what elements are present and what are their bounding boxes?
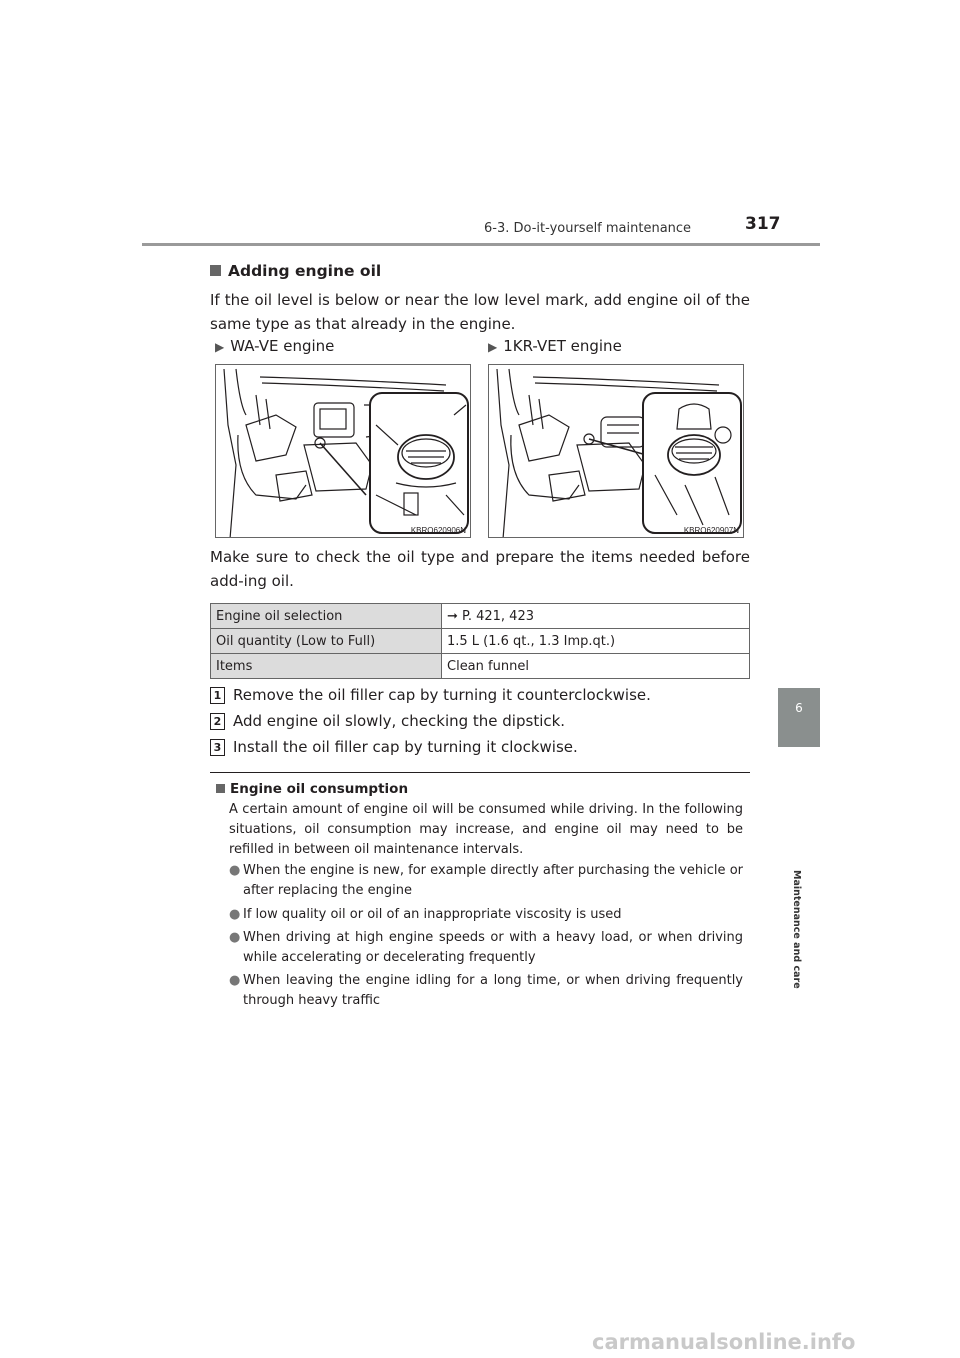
figure-code: KBRO620907N <box>683 526 739 535</box>
table-key: Oil quantity (Low to Full) <box>211 629 442 654</box>
step-text: Install the oil filler cap by turning it clockwise. <box>233 738 578 756</box>
step-text: Remove the oil filler cap by turning it counterclockwise. <box>233 686 651 704</box>
list-item <box>229 861 743 901</box>
watermark: carmanualsonline.info <box>592 1330 856 1354</box>
page-number: 317 <box>745 214 781 234</box>
triangle-right-icon: ▶ <box>488 340 498 354</box>
table-key: Engine oil selection <box>211 604 442 629</box>
engine-bay-illustration <box>216 365 471 538</box>
chapter-tab: 6 <box>778 688 820 747</box>
note-paragraph: A certain amount of engine oil will be consumed while driving. In the following situations, oil consumption may increase, and engine oil may need to be refilled in between oil maintenance intervals. <box>229 802 743 857</box>
header-section-title: 6-3. Do-it-yourself maintenance <box>484 221 692 236</box>
intro-paragraph: If the oil level is below or near the low level mark, add engine oil of the same type as that already in the engine. <box>210 291 750 333</box>
list-item-text: When leaving the engine idling for a long time, or when driving frequently through heavy traffic <box>243 973 743 1008</box>
check-paragraph: Make sure to check the oil type and prepare the items needed before add-ing oil. <box>210 548 750 590</box>
step-text: Add engine oil slowly, checking the dipstick. <box>233 712 566 730</box>
step-2 <box>210 712 565 730</box>
list-item-text: If low quality oil or oil of an inappropriate viscosity is used <box>243 907 622 922</box>
oil-spec-table <box>210 603 750 679</box>
step-3 <box>210 738 578 756</box>
table-row <box>211 654 750 679</box>
engine-bay-illustration <box>489 365 744 538</box>
bullet-dot-icon: ● <box>229 973 241 988</box>
bullet-dot-icon: ● <box>229 863 241 878</box>
table-value: 1.5 L (1.6 qt., 1.3 Imp.qt.) <box>442 629 750 654</box>
list-item <box>229 971 743 1011</box>
step-number: 1 <box>210 687 225 704</box>
square-bullet-icon <box>216 784 225 793</box>
chapter-side-label <box>790 870 804 989</box>
list-item <box>229 928 743 968</box>
triangle-right-icon: ▶ <box>215 340 225 354</box>
note-divider <box>210 772 750 773</box>
chapter-title: Maintenance and care <box>791 870 802 989</box>
table-value: ➞ P. 421, 423 <box>442 604 750 629</box>
note-heading-text: Engine oil consumption <box>230 781 409 797</box>
note-heading <box>216 781 408 797</box>
list-item-text: When the engine is new, for example directly after purchasing the vehicle or after replacing the engine <box>243 863 743 898</box>
table-row <box>211 629 750 654</box>
header-divider <box>142 243 820 246</box>
step-number: 2 <box>210 713 225 730</box>
engine-figure-wa-ve <box>215 364 471 538</box>
step-1 <box>210 686 651 704</box>
engine-label-1 <box>215 337 334 355</box>
engine-label-text: 1KR-VET engine <box>503 337 622 355</box>
table-value: Clean funnel <box>442 654 750 679</box>
section-heading <box>210 262 381 280</box>
table-row <box>211 604 750 629</box>
list-item-text: When driving at high engine speeds or with a heavy load, or when driving while accelerating or decelerating frequently <box>243 930 743 965</box>
step-number: 3 <box>210 739 225 756</box>
table-key: Items <box>211 654 442 679</box>
section-heading-text: Adding engine oil <box>228 262 382 280</box>
bullet-dot-icon: ● <box>229 930 241 945</box>
bullet-dot-icon: ● <box>229 907 241 922</box>
figure-code: KBRO620906N <box>410 526 466 535</box>
square-bullet-icon <box>210 265 221 276</box>
engine-figure-1kr-vet <box>488 364 744 538</box>
engine-label-text: WA-VE engine <box>230 337 335 355</box>
engine-label-2 <box>488 337 622 355</box>
list-item <box>229 905 743 925</box>
